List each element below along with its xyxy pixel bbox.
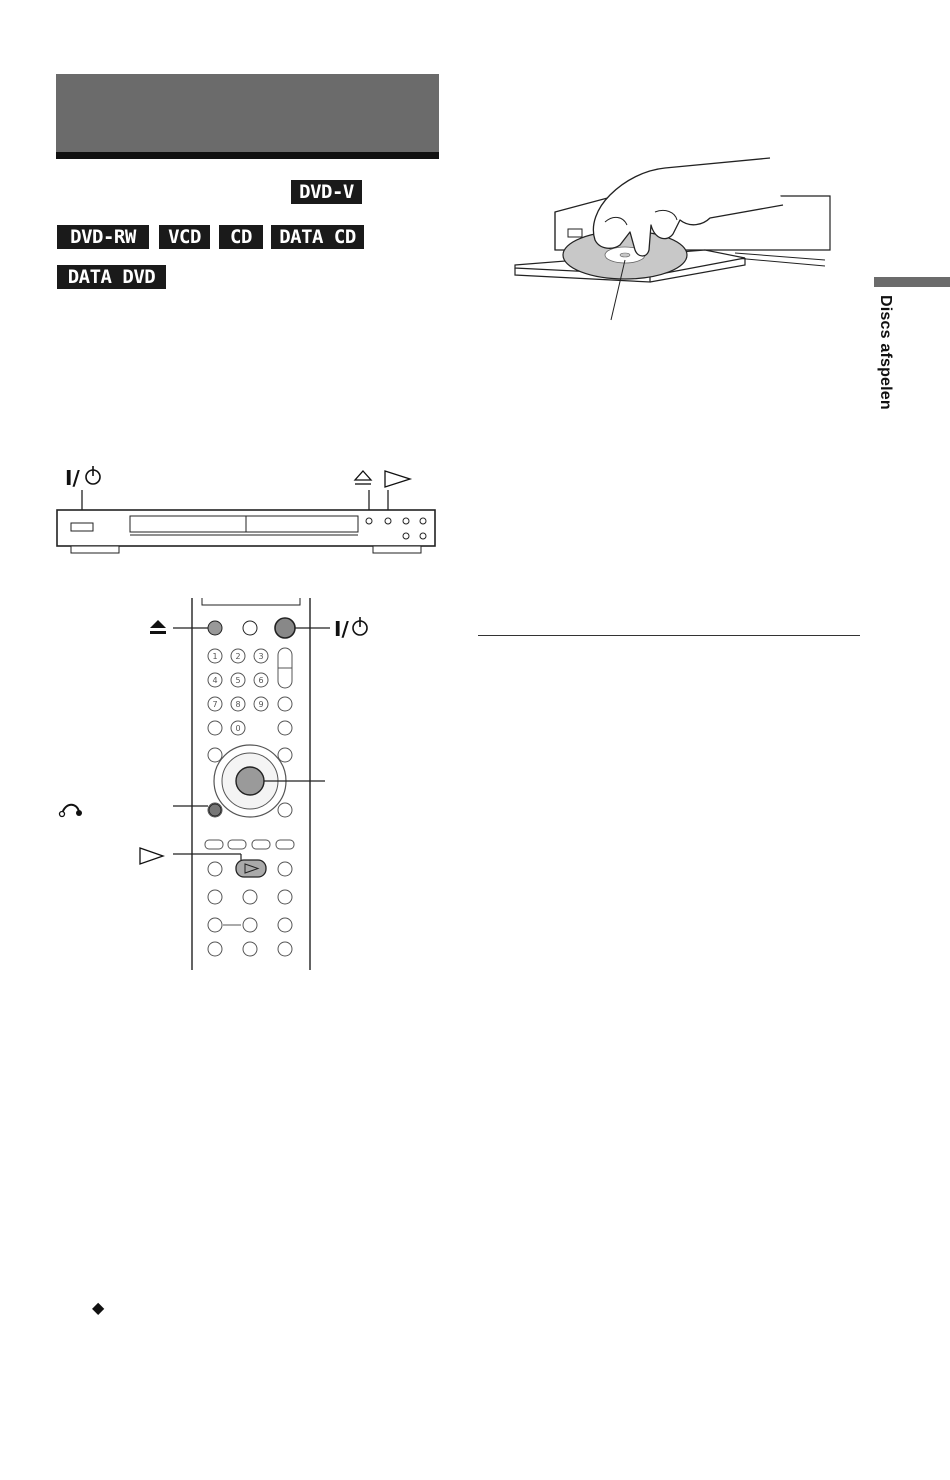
front-eject-icon xyxy=(355,471,371,480)
svg-text:I/: I/ xyxy=(334,617,349,641)
remote-control-diagram xyxy=(55,598,375,973)
remote-play-icon xyxy=(140,848,163,864)
badge-dvd-v: DVD-V xyxy=(291,180,362,204)
note-diamond-icon: ◆ xyxy=(92,1298,105,1317)
remote-key-5: 5 xyxy=(235,676,241,685)
section-divider xyxy=(478,635,860,636)
remote-key-4: 4 xyxy=(212,676,218,685)
side-tab-label: Discs afspelen xyxy=(877,295,894,410)
badge-cd: CD xyxy=(219,225,263,249)
badge-data-cd: DATA CD xyxy=(271,225,364,249)
front-play-icon xyxy=(385,471,410,487)
player-front-panel-diagram xyxy=(55,462,440,557)
remote-key-2: 2 xyxy=(235,652,241,661)
remote-key-6: 6 xyxy=(258,676,264,685)
badge-data-dvd: DATA DVD xyxy=(57,265,166,289)
front-power-label: I/ xyxy=(65,466,80,490)
remote-key-8: 8 xyxy=(235,700,241,709)
badge-vcd: VCD xyxy=(159,225,210,249)
disc-loading-illustration xyxy=(505,150,835,330)
remote-key-7: 7 xyxy=(212,700,218,709)
section-header-rule xyxy=(56,152,439,159)
remote-key-9: 9 xyxy=(258,700,264,709)
remote-key-1: 1 xyxy=(212,652,218,661)
section-header-bar xyxy=(56,74,439,152)
remote-key-3: 3 xyxy=(258,652,264,661)
side-tab-marker xyxy=(874,277,950,287)
remote-key-0: 0 xyxy=(235,724,241,733)
badge-dvd-rw: DVD-RW xyxy=(57,225,149,249)
